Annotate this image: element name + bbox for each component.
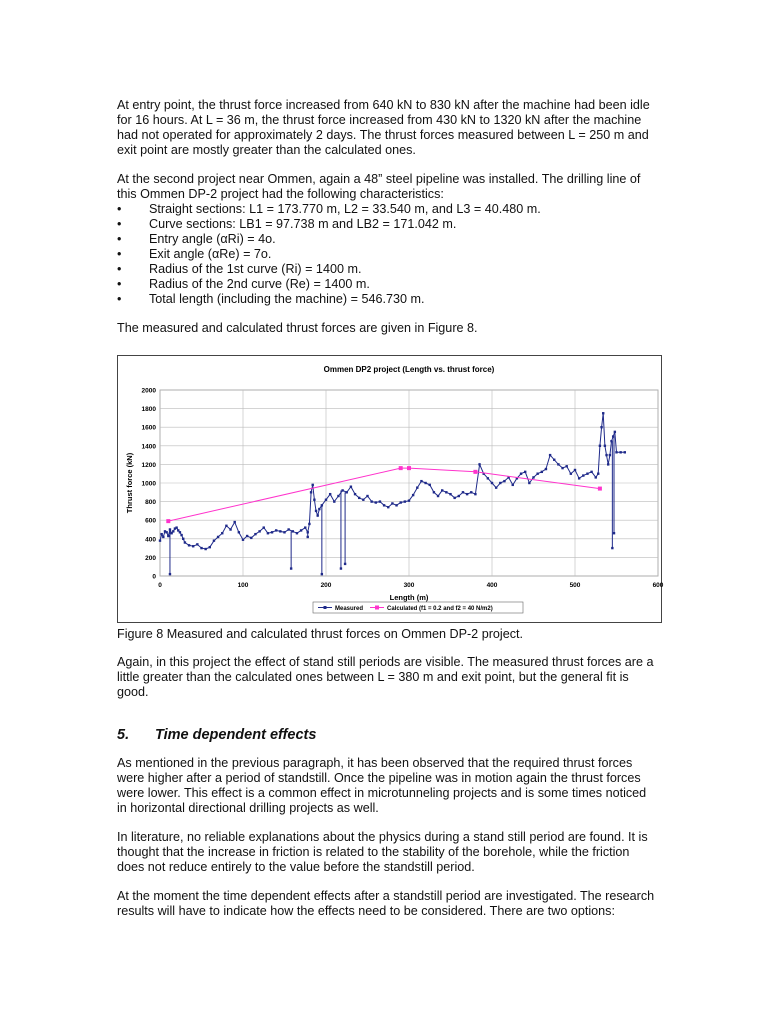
measured-point bbox=[412, 494, 414, 496]
measured-point bbox=[159, 539, 161, 541]
legend-calculated-marker bbox=[375, 606, 379, 610]
measured-point bbox=[279, 530, 281, 532]
paragraph-literature: In literature, no reliable explanations about the physics during a stand still period are found. It is thought that the increase in friction is related to the stability of the borehole, while the friction does not reduce entirely to the value before the standstill period. bbox=[117, 830, 648, 874]
measured-point bbox=[283, 531, 285, 533]
section-number: 5. bbox=[117, 727, 130, 743]
measured-point bbox=[375, 501, 377, 503]
measured-point bbox=[387, 506, 389, 508]
section-title: Time dependent effects bbox=[155, 727, 317, 743]
measured-point bbox=[614, 431, 616, 433]
measured-point bbox=[358, 497, 360, 499]
x-tick-label: 600 bbox=[652, 582, 664, 589]
measured-point bbox=[315, 510, 317, 512]
bullet-icon: • bbox=[117, 217, 122, 231]
measured-point bbox=[453, 497, 455, 499]
measured-point bbox=[271, 531, 273, 533]
legend-calculated-label: Calculated (f1 = 0.2 and f2 = 40 N/m2) bbox=[387, 606, 493, 612]
measured-point bbox=[313, 499, 315, 501]
figure-8-chart bbox=[117, 355, 662, 623]
measured-point bbox=[532, 476, 534, 478]
measured-point bbox=[597, 473, 599, 475]
measured-point bbox=[613, 532, 615, 534]
chart-svg bbox=[118, 356, 664, 622]
y-tick-label: 2000 bbox=[141, 387, 156, 395]
measured-point bbox=[503, 480, 505, 482]
bullet-icon: • bbox=[117, 232, 122, 246]
measured-point bbox=[238, 531, 240, 533]
list-item: • Straight sections: L1 = 173.770 m, L2 = 33.540 m, and L3 = 40.480 m. bbox=[117, 202, 541, 216]
x-tick-label: 0 bbox=[158, 582, 162, 589]
list-item: • Radius of the 2nd curve (Re) = 1400 m. bbox=[117, 277, 370, 291]
legend-measured-marker bbox=[324, 606, 327, 609]
measured-point bbox=[391, 502, 393, 504]
x-tick-label: 400 bbox=[486, 582, 498, 589]
measured-point bbox=[536, 473, 538, 475]
section-heading bbox=[117, 726, 657, 744]
y-tick-label: 1600 bbox=[141, 424, 156, 432]
measured-point bbox=[308, 523, 310, 525]
measured-point bbox=[599, 445, 601, 447]
measured-point bbox=[254, 533, 256, 535]
bullet-icon: • bbox=[117, 292, 122, 306]
measured-point bbox=[200, 547, 202, 549]
paragraph-standstill: As mentioned in the previous paragraph, it has been observed that the required thrust forces were higher after a period of standstill. Once the pipeline was in motion again the thrust forces were lower. This effect is a common effect in microtunneling projects and is some times noticed in horizontal directional drilling projects as well. bbox=[117, 756, 647, 815]
measured-point bbox=[561, 467, 563, 469]
measured-point bbox=[296, 532, 298, 534]
measured-point bbox=[379, 500, 381, 502]
measured-point bbox=[333, 500, 335, 502]
chart-title: Ommen DP2 project (Length vs. thrust force) bbox=[323, 365, 495, 374]
measured-point bbox=[499, 482, 501, 484]
measured-point bbox=[624, 451, 626, 453]
measured-point bbox=[275, 529, 277, 531]
calculated-point bbox=[473, 470, 477, 474]
measured-point bbox=[182, 538, 184, 540]
bullet-icon: • bbox=[117, 247, 122, 261]
measured-point bbox=[346, 491, 348, 493]
measured-point bbox=[307, 536, 309, 538]
measured-point bbox=[458, 495, 460, 497]
calculated-point bbox=[407, 466, 411, 470]
measured-point bbox=[172, 530, 174, 532]
measured-point bbox=[337, 495, 339, 497]
measured-point bbox=[209, 546, 211, 548]
measured-point bbox=[437, 495, 439, 497]
measured-point bbox=[619, 451, 621, 453]
measured-point bbox=[557, 463, 559, 465]
measured-point bbox=[267, 532, 269, 534]
measured-point bbox=[310, 491, 312, 493]
measured-point bbox=[408, 499, 410, 501]
measured-point bbox=[317, 514, 319, 516]
measured-point bbox=[478, 463, 480, 465]
measured-point bbox=[250, 537, 252, 539]
measured-point bbox=[424, 482, 426, 484]
measured-point bbox=[487, 477, 489, 479]
list-item: • Entry angle (αRi) = 4o. bbox=[117, 232, 276, 246]
measured-point bbox=[165, 531, 167, 533]
measured-point bbox=[180, 534, 182, 536]
measured-point bbox=[474, 493, 476, 495]
legend-measured-label: Measured bbox=[335, 606, 364, 612]
y-tick-label: 400 bbox=[145, 536, 156, 544]
measured-point bbox=[162, 536, 164, 538]
measured-point bbox=[354, 493, 356, 495]
measured-point bbox=[263, 526, 265, 528]
y-tick-label: 0 bbox=[152, 573, 156, 581]
measured-point bbox=[169, 573, 171, 575]
list-item: • Exit angle (αRe) = 7o. bbox=[117, 247, 272, 261]
x-tick-label: 100 bbox=[237, 582, 249, 589]
measured-point bbox=[213, 539, 215, 541]
measured-point bbox=[318, 508, 320, 510]
measured-point bbox=[192, 545, 194, 547]
measured-point bbox=[350, 486, 352, 488]
measured-point bbox=[609, 454, 611, 456]
y-tick-label: 1000 bbox=[141, 480, 156, 488]
measured-point bbox=[520, 473, 522, 475]
measured-point bbox=[528, 482, 530, 484]
measured-point bbox=[258, 530, 260, 532]
measured-point bbox=[602, 412, 604, 414]
measured-point bbox=[574, 469, 576, 471]
measured-point bbox=[179, 531, 181, 533]
measured-point bbox=[607, 463, 609, 465]
measured-point bbox=[344, 563, 346, 565]
calculated-point bbox=[598, 487, 602, 491]
paragraph-figure-intro: The measured and calculated thrust forces are given in Figure 8. bbox=[117, 321, 478, 335]
measured-point bbox=[545, 468, 547, 470]
measured-point bbox=[287, 528, 289, 530]
paragraph-options: At the moment the time dependent effects after a standstill period are investigated. The research results will have to indicate how the effects need to be considered. There are two options: bbox=[117, 889, 655, 918]
measured-point bbox=[604, 445, 606, 447]
measured-point bbox=[600, 426, 602, 428]
paragraph-second-project: At the second project near Ommen, again a 48” steel pipeline was installed. The drilling line of this Ommen DP-2 project had the following characteristics: bbox=[117, 172, 641, 201]
measured-point bbox=[312, 484, 314, 486]
measured-point bbox=[420, 480, 422, 482]
y-axis-label: Thrust force (kN) bbox=[125, 452, 134, 514]
measured-point bbox=[590, 471, 592, 473]
measured-point bbox=[204, 548, 206, 550]
measured-point bbox=[429, 484, 431, 486]
list-item: • Radius of the 1st curve (Ri) = 1400 m. bbox=[117, 262, 362, 276]
measured-point bbox=[586, 473, 588, 475]
measured-point bbox=[512, 484, 514, 486]
y-tick-label: 200 bbox=[145, 554, 156, 562]
bullet-icon: • bbox=[117, 277, 122, 291]
measured-point bbox=[184, 541, 186, 543]
measured-point bbox=[366, 495, 368, 497]
calculated-point bbox=[166, 519, 170, 523]
bullet-icon: • bbox=[117, 262, 122, 276]
measured-point bbox=[340, 567, 342, 569]
measured-point bbox=[445, 491, 447, 493]
measured-point bbox=[615, 451, 617, 453]
measured-point bbox=[578, 477, 580, 479]
measured-point bbox=[491, 482, 493, 484]
lower-text bbox=[117, 655, 657, 933]
measured-point bbox=[570, 473, 572, 475]
measured-point bbox=[611, 547, 613, 549]
measured-point bbox=[462, 491, 464, 493]
y-tick-label: 1200 bbox=[141, 461, 156, 469]
x-tick-label: 200 bbox=[320, 582, 332, 589]
measured-point bbox=[441, 489, 443, 491]
list-item: • Total length (including the machine) = 546.730 m. bbox=[117, 292, 425, 306]
measured-point bbox=[404, 500, 406, 502]
y-tick-label: 1800 bbox=[141, 406, 156, 414]
measured-point bbox=[416, 486, 418, 488]
measured-point bbox=[300, 529, 302, 531]
figure-caption: Figure 8 Measured and calculated thrust forces on Ommen DP-2 project. bbox=[117, 627, 523, 641]
measured-point bbox=[290, 567, 292, 569]
measured-point bbox=[541, 471, 543, 473]
measured-point bbox=[167, 535, 169, 537]
measured-point bbox=[566, 465, 568, 467]
measured-point bbox=[217, 536, 219, 538]
measured-point bbox=[196, 543, 198, 545]
measured-point bbox=[495, 486, 497, 488]
y-tick-label: 600 bbox=[145, 517, 156, 525]
measured-point bbox=[225, 525, 227, 527]
measured-point bbox=[341, 489, 343, 491]
measured-point bbox=[553, 459, 555, 461]
measured-point bbox=[304, 526, 306, 528]
list-item: • Curve sections: LB1 = 97.738 m and LB2 = 171.042 m. bbox=[117, 217, 457, 231]
x-tick-label: 500 bbox=[569, 582, 581, 589]
measured-point bbox=[582, 474, 584, 476]
measured-point bbox=[175, 526, 177, 528]
x-axis-label: Length (m) bbox=[389, 593, 429, 602]
x-tick-label: 300 bbox=[403, 582, 415, 589]
measured-point bbox=[466, 493, 468, 495]
measured-point bbox=[188, 544, 190, 546]
measured-point bbox=[449, 493, 451, 495]
measured-point bbox=[292, 530, 294, 532]
measured-point bbox=[605, 454, 607, 456]
measured-point bbox=[370, 500, 372, 502]
measured-point bbox=[433, 491, 435, 493]
upper-text bbox=[117, 98, 657, 336]
paragraph-entry-point: At entry point, the thrust force increased from 640 kN to 830 kN after the machine had been idle for 16 hours. At L = 36 m, the thrust force increased from 430 kN to 1320 kN after the machine had not operated for approximately 2 days. The thrust forces measured between L = 250 m and exit point are mostly greater than the calculated ones. bbox=[117, 98, 650, 157]
y-tick-label: 800 bbox=[145, 499, 156, 507]
measured-point bbox=[395, 504, 397, 506]
measured-point bbox=[329, 493, 331, 495]
measured-point bbox=[234, 521, 236, 523]
bullet-icon: • bbox=[117, 202, 122, 216]
measured-point bbox=[524, 471, 526, 473]
measured-point bbox=[325, 499, 327, 501]
measured-point bbox=[242, 539, 244, 541]
characteristics-list bbox=[117, 202, 657, 307]
measured-point bbox=[362, 499, 364, 501]
measured-point bbox=[549, 454, 551, 456]
measured-point bbox=[383, 504, 385, 506]
measured-point bbox=[229, 528, 231, 530]
measured-point bbox=[470, 491, 472, 493]
measured-point bbox=[221, 532, 223, 534]
paragraph-after-figure: Again, in this project the effect of stand still periods are visible. The measured thrust forces are a little greater than the calculated ones between L = 380 m and exit point, but the general fit is good. bbox=[117, 655, 654, 699]
measured-point bbox=[321, 573, 323, 575]
y-tick-label: 1400 bbox=[141, 443, 156, 451]
measured-point bbox=[160, 533, 162, 535]
measured-point bbox=[400, 501, 402, 503]
calculated-point bbox=[399, 466, 403, 470]
measured-point bbox=[246, 535, 248, 537]
measured-point bbox=[595, 476, 597, 478]
